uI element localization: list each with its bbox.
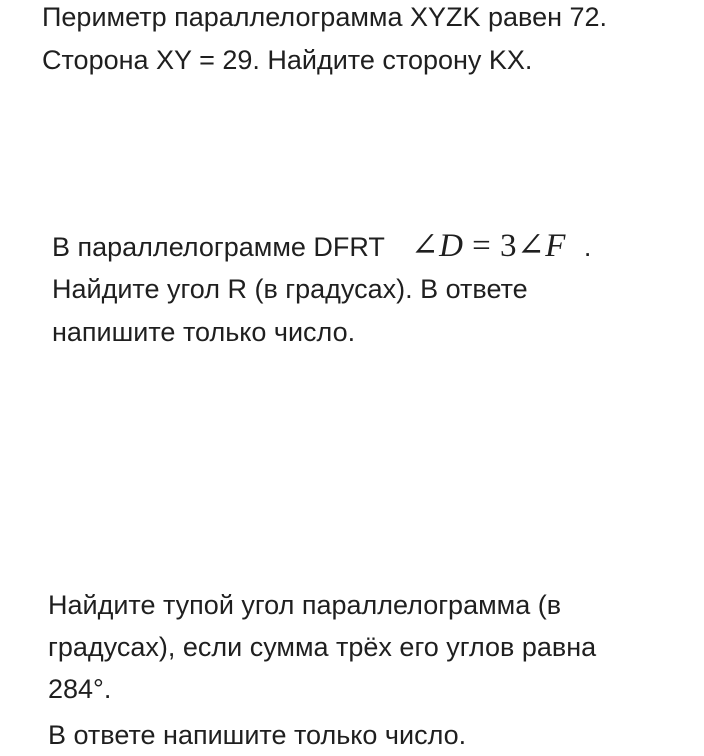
equation-middle: = 3: [463, 228, 518, 264]
problem-1: [42, 0, 607, 82]
problem-3-line-2: градусах), если сумма трёх его углов равна: [48, 632, 597, 662]
angle-symbol: ∠: [517, 228, 546, 264]
problem-2-line-1: [52, 225, 591, 268]
problem-3-line-1: Найдите тупой угол параллелограмма (в: [48, 590, 562, 620]
angle-variable-f: F: [545, 228, 566, 264]
problem-3: [48, 584, 596, 756]
sentence-period: .: [583, 232, 592, 262]
problem-3-line-3: 284°.: [48, 674, 112, 704]
problem-1-line-2: Сторона XY = 29. Найдите сторону KX.: [42, 45, 533, 75]
problem-1-line-1: Периметр параллелограмма XYZK равен 72.: [42, 2, 608, 32]
problem-2-line-3: напишите только число.: [52, 317, 356, 347]
problem-2-intro-text: В параллелограмме DFRT: [52, 232, 385, 262]
problem-3-line-4: В ответе напишите только число.: [48, 720, 467, 750]
angle-equation: [411, 225, 566, 268]
angle-variable-d: D: [439, 228, 464, 264]
problem-2: [52, 225, 591, 354]
problem-2-line-2: Найдите угол R (в градусах). В ответе: [52, 274, 528, 304]
angle-symbol: ∠: [410, 228, 440, 264]
